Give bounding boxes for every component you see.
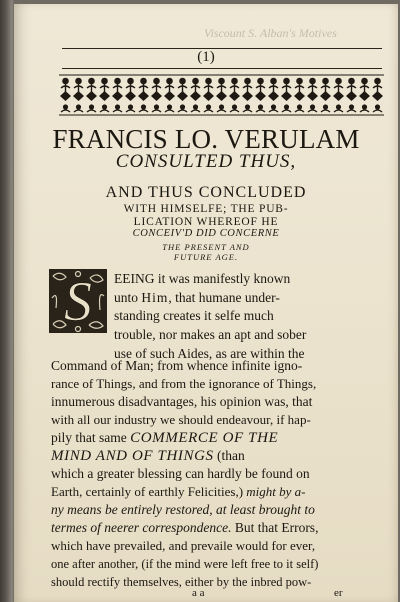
text-line	[51, 446, 245, 466]
title-line-4: CONCEIV'D DID CONCERNE	[132, 228, 280, 239]
text-line: innumerous disadvantages, his opinion was, that	[51, 394, 313, 409]
text-span: termes of neerer correspondence.	[51, 520, 232, 535]
text-line: standing creates it selfe much	[114, 308, 274, 323]
text-line	[51, 428, 278, 448]
text-span: MIND AND OF THINGS	[51, 448, 214, 464]
header-rule-bottom	[62, 68, 382, 69]
text-line: EEING it was manifestly known	[114, 271, 291, 286]
text-span: pily that same	[51, 430, 131, 445]
text-span: might by a-	[246, 484, 306, 499]
initial-letter: S	[64, 271, 92, 333]
text-span: Earth, certainly of earthly Felicities,)	[51, 484, 247, 499]
text-span: COMMERCE OF THE	[130, 430, 279, 446]
decorated-initial-frame	[48, 268, 108, 334]
text-line: should rectify themselves, either by the inbred pow-	[51, 575, 312, 589]
title-main: FRANCIS LO. VERULAM	[52, 124, 360, 154]
text-span: Him	[141, 290, 169, 305]
bleed-through-text: Viscount S. Alban's Motives	[204, 26, 337, 40]
text-line: trouble, nor makes an apt and sober	[114, 327, 307, 342]
text-span: unto	[114, 290, 142, 305]
title-line-6: FUTURE AGE.	[173, 252, 239, 262]
text-line: rance of Things, and from the ignorance of Things,	[51, 376, 317, 391]
title-subtitle: CONSULTED THUS,	[115, 151, 297, 172]
text-line: which have prevailed, and prevaile would for ever,	[51, 538, 316, 553]
text-line: one after another, (if the mind were left free to it self)	[51, 557, 319, 571]
text-line	[51, 518, 318, 538]
text-line: ny means be entirely restored, at least brought to	[51, 502, 315, 517]
title-line-2: WITH HIMSELFE; THE PUB-	[123, 203, 289, 215]
printers-ornament-band	[59, 74, 384, 116]
title-line-5: THE PRESENT AND	[162, 242, 250, 252]
text-line: which a greater blessing can hardly be found on	[51, 466, 310, 481]
text-span: , that humane under-	[168, 290, 280, 305]
text-line: Command of Man; from whence infinite igno-	[51, 358, 303, 373]
text-line	[114, 288, 280, 308]
text-line: use of such Aides, as are within the	[114, 346, 305, 361]
text-span: (than	[213, 448, 245, 463]
decorated-initial	[48, 268, 108, 334]
text-line	[51, 482, 306, 502]
title-line-3: LICATION WHEREOF HE	[133, 216, 279, 228]
title-line-1: AND THUS CONCLUDED	[105, 184, 307, 201]
catchword: er	[334, 587, 343, 599]
signature-mark: a a	[192, 587, 205, 599]
text-line: with all our industry we should endeavour, if hap-	[51, 412, 311, 427]
page-number: (1)	[197, 49, 215, 65]
book-page	[14, 4, 398, 602]
text-span: But that Errors,	[231, 520, 319, 535]
